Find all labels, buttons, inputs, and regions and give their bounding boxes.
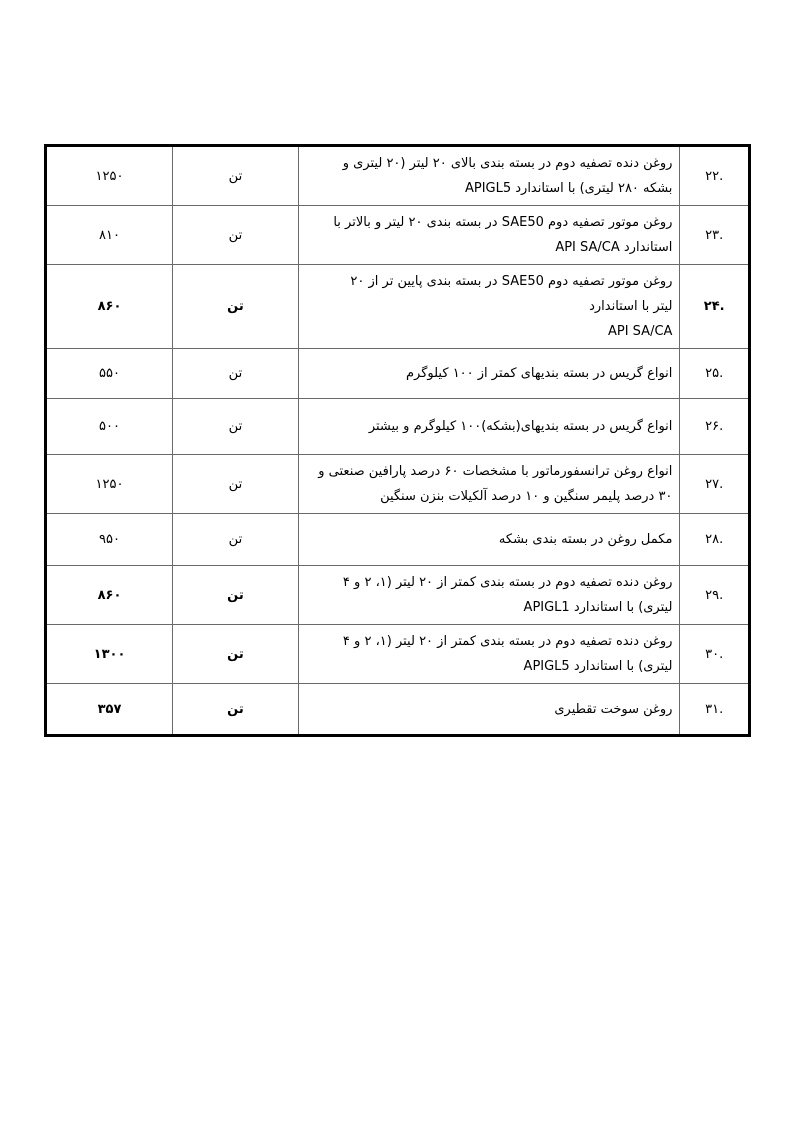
description-line: انواع گریس در بسته بندیهای(بشکه)۱۰۰ کیلوگرم و بیشتر [368, 419, 673, 434]
description-line: روغن سوخت تقطیری [554, 701, 673, 717]
price-cell: ۹۵۰ [46, 514, 173, 566]
unit-cell: تن [173, 566, 299, 625]
unit-cell: تن [173, 625, 299, 684]
item-description [298, 625, 680, 684]
description-line: روغن دنده تصفیه دوم در بسته بندی کمتر از ۲۰ لیتر (۱، ۲ و ۴ [342, 634, 673, 649]
item-description [298, 566, 680, 625]
table-row [46, 349, 750, 399]
row-number: .۲۳ [680, 206, 750, 265]
price-cell: ۳۵۷ [46, 684, 173, 736]
unit-cell: تن [173, 206, 299, 265]
description-line: لیتر با استاندارد [589, 299, 673, 314]
row-number: .۲۷ [680, 455, 750, 514]
row-number: .۲۸ [680, 514, 750, 566]
item-description [298, 455, 680, 514]
row-number: .۲۴ [680, 265, 750, 349]
table-row [46, 146, 750, 206]
description-line: ۳۰ درصد پلیمر سنگین و ۱۰ درصد آلکیلات بنزن سنگین [380, 489, 673, 504]
row-number: .۲۹ [680, 566, 750, 625]
item-description [298, 684, 680, 736]
description-line: لیتری) با استاندارد APIGL5 [523, 659, 673, 674]
table-row [46, 684, 750, 736]
row-number: .۳۱ [680, 684, 750, 736]
price-cell: ۱۲۵۰ [46, 455, 173, 514]
unit-cell: تن [173, 684, 299, 736]
item-description [298, 349, 680, 399]
row-number: .۲۲ [680, 146, 750, 206]
price-cell: ۱۳۰۰ [46, 625, 173, 684]
table-row [46, 625, 750, 684]
unit-cell: تن [173, 146, 299, 206]
description-line: روغن موتور تصفیه دوم SAE50 در بسته بندی ۲۰ لیتر و بالاتر با [333, 215, 673, 230]
row-number: .۲۶ [680, 399, 750, 455]
price-cell: ۵۰۰ [46, 399, 173, 455]
description-line: انواع روغن ترانسفورماتور با مشخصات ۶۰ درصد پارافین صنعتی و [318, 464, 673, 479]
table-body [46, 146, 750, 736]
item-description [298, 514, 680, 566]
item-description [298, 399, 680, 455]
row-number: .۲۵ [680, 349, 750, 399]
price-cell: ۵۵۰ [46, 349, 173, 399]
description-line: روغن دنده تصفیه دوم در بسته بندی کمتر از ۲۰ لیتر (۱، ۲ و ۴ [342, 575, 673, 590]
price-table [44, 144, 751, 737]
table-row [46, 566, 750, 625]
description-line: روغن موتور تصفیه دوم SAE50 در بسته بندی پایین تر از ۲۰ [350, 274, 673, 289]
price-cell: ۸۶۰ [46, 566, 173, 625]
price-cell: ۸۱۰ [46, 206, 173, 265]
unit-cell: تن [173, 455, 299, 514]
item-description [298, 206, 680, 265]
unit-cell: تن [173, 265, 299, 349]
row-number: .۳۰ [680, 625, 750, 684]
item-description [298, 146, 680, 206]
table-row [46, 265, 750, 349]
description-line: روغن دنده تصفیه دوم در بسته بندی بالای ۲۰ لیتر (۲۰ لیتری و [342, 156, 673, 171]
description-line: انواع گریس در بسته بندیهای کمتر از ۱۰۰ کیلوگرم [406, 366, 673, 381]
unit-cell: تن [173, 399, 299, 455]
price-cell: ۸۶۰ [46, 265, 173, 349]
description-line: مکمل روغن در بسته بندی بشکه [498, 532, 673, 547]
description-line: بشکه ۲۸۰ لیتری) با استاندارد APIGL5 [464, 181, 673, 196]
description-line: استاندارد API SA/CA [555, 240, 673, 255]
price-cell: ۱۲۵۰ [46, 146, 173, 206]
description-line: لیتری) با استاندارد APIGL1 [523, 600, 673, 615]
unit-cell: تن [173, 349, 299, 399]
table-row [46, 455, 750, 514]
description-line: API SA/CA [607, 324, 673, 339]
table-row [46, 399, 750, 455]
item-description [298, 265, 680, 349]
table-row [46, 206, 750, 265]
unit-cell: تن [173, 514, 299, 566]
table-row [46, 514, 750, 566]
